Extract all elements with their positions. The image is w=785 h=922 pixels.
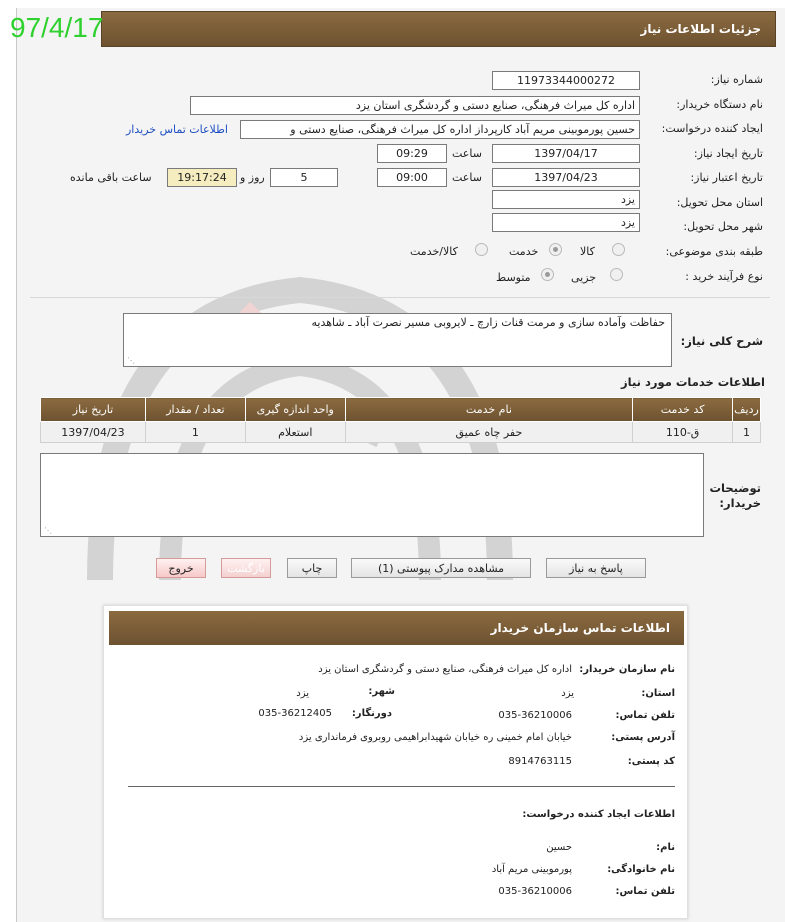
days-label: روز و — [240, 171, 265, 184]
validity-time-label: ساعت — [452, 171, 482, 184]
category-option-goods: کالا — [580, 245, 595, 258]
creator-first-name-value: حسین — [546, 842, 572, 853]
col-row-number: ردیف — [733, 398, 761, 422]
category-radio-goods-service[interactable] — [475, 243, 488, 256]
creator-section-title: اطلاعات ایجاد کننده درخواست: — [522, 809, 675, 820]
validity-time-field[interactable]: 09:00 — [377, 168, 447, 187]
date-stamp: 97/4/17 — [10, 12, 104, 43]
contact-phone-value: 035-36210006 — [498, 710, 572, 721]
category-option-goods-service: کالا/خدمت — [410, 245, 458, 258]
cell-unit: استعلام — [245, 422, 345, 443]
validity-date-label: تاریخ اعتبار نیاز: — [690, 171, 763, 184]
view-attachments-button[interactable]: مشاهده مدارک پیوستی (1) — [351, 558, 531, 578]
contact-address-value: خیابان امام خمینی ره خیابان شهیدابراهیمی روبروی فرمانداری یزد — [298, 732, 572, 743]
delivery-province-label: استان محل تحویل: — [676, 196, 763, 209]
need-number-label: شماره نیاز: — [710, 73, 763, 86]
divider — [30, 297, 770, 298]
back-button[interactable]: بازگشت — [221, 558, 271, 578]
remaining-days-field[interactable]: 5 — [270, 168, 338, 187]
process-radio-minor[interactable] — [610, 268, 623, 281]
contact-org-label: نام سازمان خریدار: — [579, 664, 675, 675]
cell-service-name: حفر چاه عمیق — [345, 422, 632, 443]
cell-quantity: 1 — [145, 422, 245, 443]
description-label: شرح کلی نیاز: — [680, 334, 763, 348]
created-time-field[interactable]: 09:29 — [377, 144, 447, 163]
description-text: حفاظت وآماده سازی و مرمت قنات زارچ ـ لایروبی مسیر نصرت آباد ـ شاهدیه — [311, 316, 665, 329]
buyer-notes-label: توضیحات خریدار: — [709, 481, 761, 510]
contact-fax-value: 035-36212405 — [258, 708, 332, 719]
delivery-province-field[interactable]: یزد — [492, 190, 640, 209]
contact-fax-label: دورنگار: — [351, 708, 392, 719]
buyer-org-field[interactable]: اداره کل میراث فرهنگی، صنایع دستی و گردشگری استان یزد — [190, 96, 640, 115]
col-need-date: تاریخ نیاز — [41, 398, 146, 422]
creator-phone-value: 035-36210006 — [498, 886, 572, 897]
delivery-city-field[interactable]: یزد — [492, 213, 640, 232]
buyer-org-label: نام دستگاه خریدار: — [676, 98, 763, 111]
contact-city-value: یزد — [296, 688, 309, 699]
page-title: جزئیات اطلاعات نیاز — [101, 11, 776, 47]
validity-date-field[interactable]: 1397/04/23 — [492, 168, 640, 187]
cell-service-code: ق-110 — [633, 422, 733, 443]
need-number-field[interactable]: 11973344000272 — [492, 71, 640, 90]
buyer-notes-textarea[interactable] — [40, 453, 704, 537]
category-radio-service[interactable] — [549, 243, 562, 256]
contact-city-label: شهر: — [368, 686, 395, 697]
resize-grip-icon[interactable]: ⋰ — [44, 526, 52, 535]
contact-org-value: اداره کل میراث فرهنگی، صنایع دستی و گردشگری استان یزد — [318, 664, 572, 675]
delivery-city-label: شهر محل تحویل: — [683, 220, 763, 233]
created-date-label: تاریخ ایجاد نیاز: — [693, 147, 763, 160]
col-quantity: تعداد / مقدار — [145, 398, 245, 422]
creator-phone-label: تلفن تماس: — [615, 886, 675, 897]
process-option-medium: متوسط — [496, 271, 531, 284]
services-section-title: اطلاعات خدمات مورد نیاز — [621, 375, 765, 389]
services-header-row — [41, 398, 761, 422]
contact-province-label: استان: — [641, 688, 675, 699]
print-button[interactable]: چاپ — [287, 558, 337, 578]
contact-address-label: آدرس پستی: — [611, 732, 675, 743]
remaining-time-field: 19:17:24 — [167, 168, 237, 187]
remaining-time-label: ساعت باقی مانده — [70, 171, 152, 184]
reply-button[interactable]: پاسخ به نیاز — [546, 558, 646, 578]
process-radio-medium[interactable] — [541, 268, 554, 281]
contact-postal-value: 8914763115 — [508, 756, 572, 767]
description-textarea[interactable] — [123, 313, 672, 367]
requester-label: ایجاد کننده درخواست: — [661, 122, 763, 135]
category-label: طبقه بندی موضوعی: — [665, 245, 763, 258]
category-option-service: خدمت — [509, 245, 539, 258]
col-unit: واحد اندازه گیری — [245, 398, 345, 422]
contact-province-value: یزد — [561, 688, 574, 699]
col-service-name: نام خدمت — [345, 398, 632, 422]
created-date-field[interactable]: 1397/04/17 — [492, 144, 640, 163]
purchase-process-label: نوع فرآیند خرید : — [685, 270, 763, 283]
card-divider — [128, 786, 675, 787]
services-table — [40, 397, 761, 443]
contact-phone-label: تلفن تماس: — [615, 710, 675, 721]
creator-last-name-label: نام خانوادگی: — [607, 864, 675, 875]
col-service-code: کد خدمت — [633, 398, 733, 422]
cell-row-number: 1 — [733, 422, 761, 443]
table-row[interactable] — [41, 422, 761, 443]
creator-first-name-label: نام: — [656, 842, 675, 853]
resize-grip-icon[interactable]: ⋰ — [127, 356, 135, 365]
buyer-contact-card — [103, 605, 688, 919]
buyer-contact-link[interactable]: اطلاعات تماس خریدار — [126, 123, 228, 136]
process-option-minor: جزیی — [571, 271, 597, 284]
creator-last-name-value: پورموبینی مریم آباد — [491, 864, 572, 875]
cell-need-date: 1397/04/23 — [41, 422, 146, 443]
created-time-label: ساعت — [452, 147, 482, 160]
contact-card-title: اطلاعات تماس سازمان خریدار — [109, 611, 684, 645]
requester-field[interactable]: حسین پورموبینی مریم آباد کارپرداز اداره کل میراث فرهنگی، صنایع دستی و — [240, 120, 640, 139]
category-radio-goods[interactable] — [612, 243, 625, 256]
exit-button[interactable]: خروج — [156, 558, 206, 578]
contact-postal-label: کد پستی: — [627, 756, 675, 767]
